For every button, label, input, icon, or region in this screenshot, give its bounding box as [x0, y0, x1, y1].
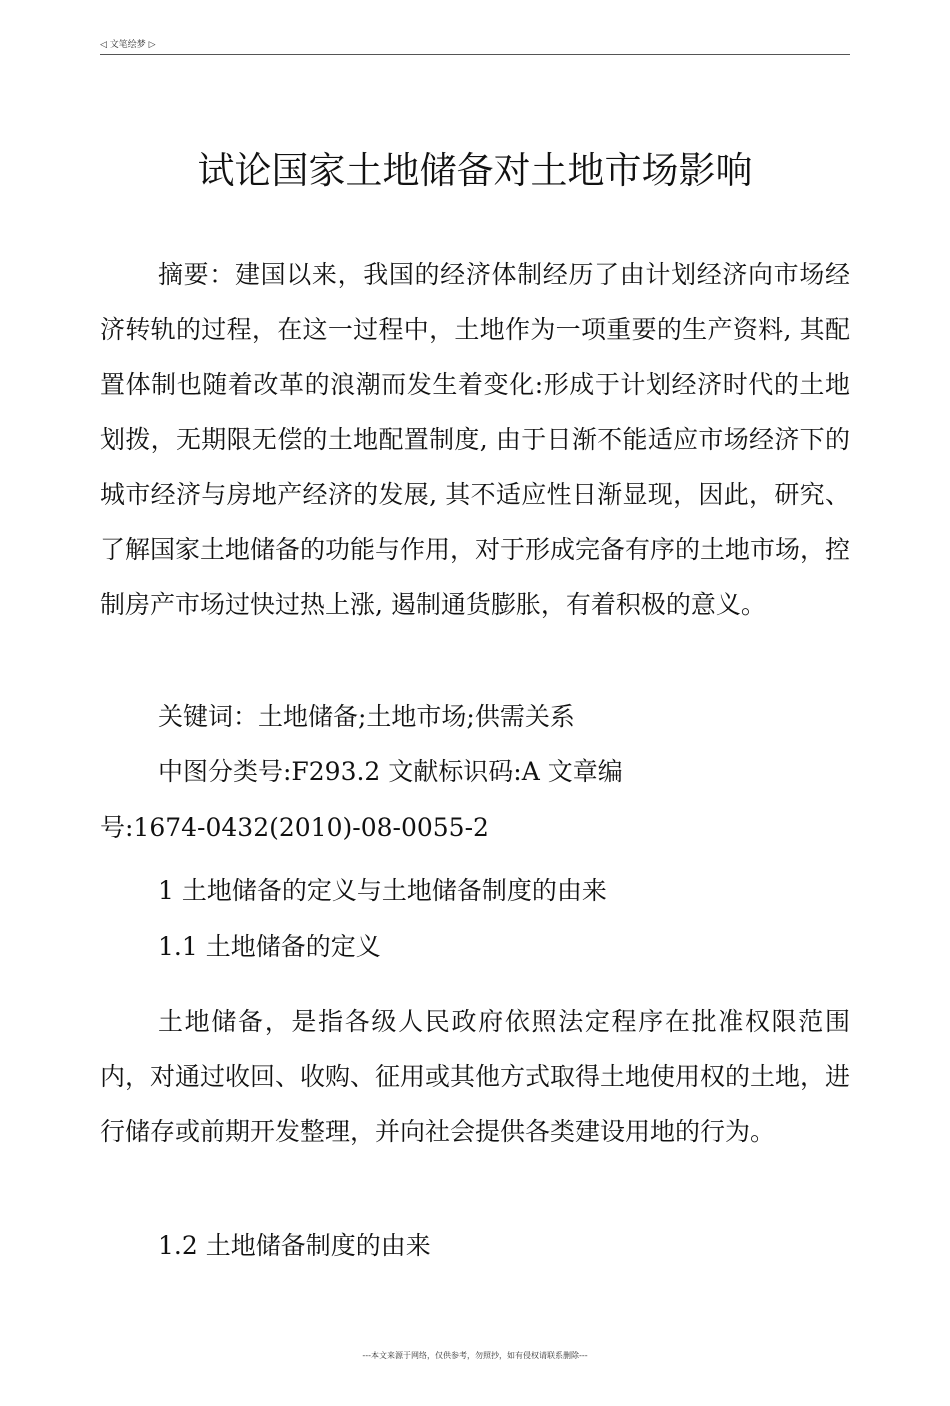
- page-header: [100, 38, 850, 55]
- section-1-1-body: 土地储备，是指各级人民政府依照法定程序在批准权限范围内，对通过收回、收购、征用或其他方式取得土地使用权的土地，进行储存或前期开发整理，并向社会提供各类建设用地的行为。: [100, 1007, 851, 1146]
- header-text: ◁ 文笔绘梦 ▷: [100, 40, 156, 50]
- section-1-1-heading: 1.1 土地储备的定义: [158, 932, 381, 961]
- keywords-line: 关键词：土地储备;土地市场;供需关系: [158, 702, 575, 731]
- page-footer: ---本文来源于网络，仅供参考，勿照抄，如有侵权请联系删除---: [362, 1351, 588, 1360]
- classification-line-1: 中图分类号:F293.2 文献标识码:A 文章编: [158, 757, 623, 786]
- abstract-paragraph: 摘要：建国以来，我国的经济体制经历了由计划经济向市场经济转轨的过程，在这一过程中，土地作为一项重要的生产资料, 其配置体制也随着改革的浪潮而发生着变化:形成于计划经济时代的土地划拨，无期限无偿的土地配置制度, 由于日渐不能适应市场经济下的城市经济与房地产经济的发展, 其不适应性日渐显现，因此，研究、了解国家土地储备的功能与作用，对于形成完备有序的土地市场，控制房产市场过快过热上涨, 遏制通货膨胀，有着积极的意义。: [100, 260, 851, 619]
- document-title: 试论国家土地储备对土地市场影响: [197, 149, 753, 192]
- section-1-2-heading: 1.2 土地储备制度的由来: [158, 1231, 431, 1260]
- classification-line-2: 号:1674-0432(2010)-08-0055-2: [100, 813, 489, 842]
- section-1-heading: 1 土地储备的定义与土地储备制度的由来: [158, 876, 607, 905]
